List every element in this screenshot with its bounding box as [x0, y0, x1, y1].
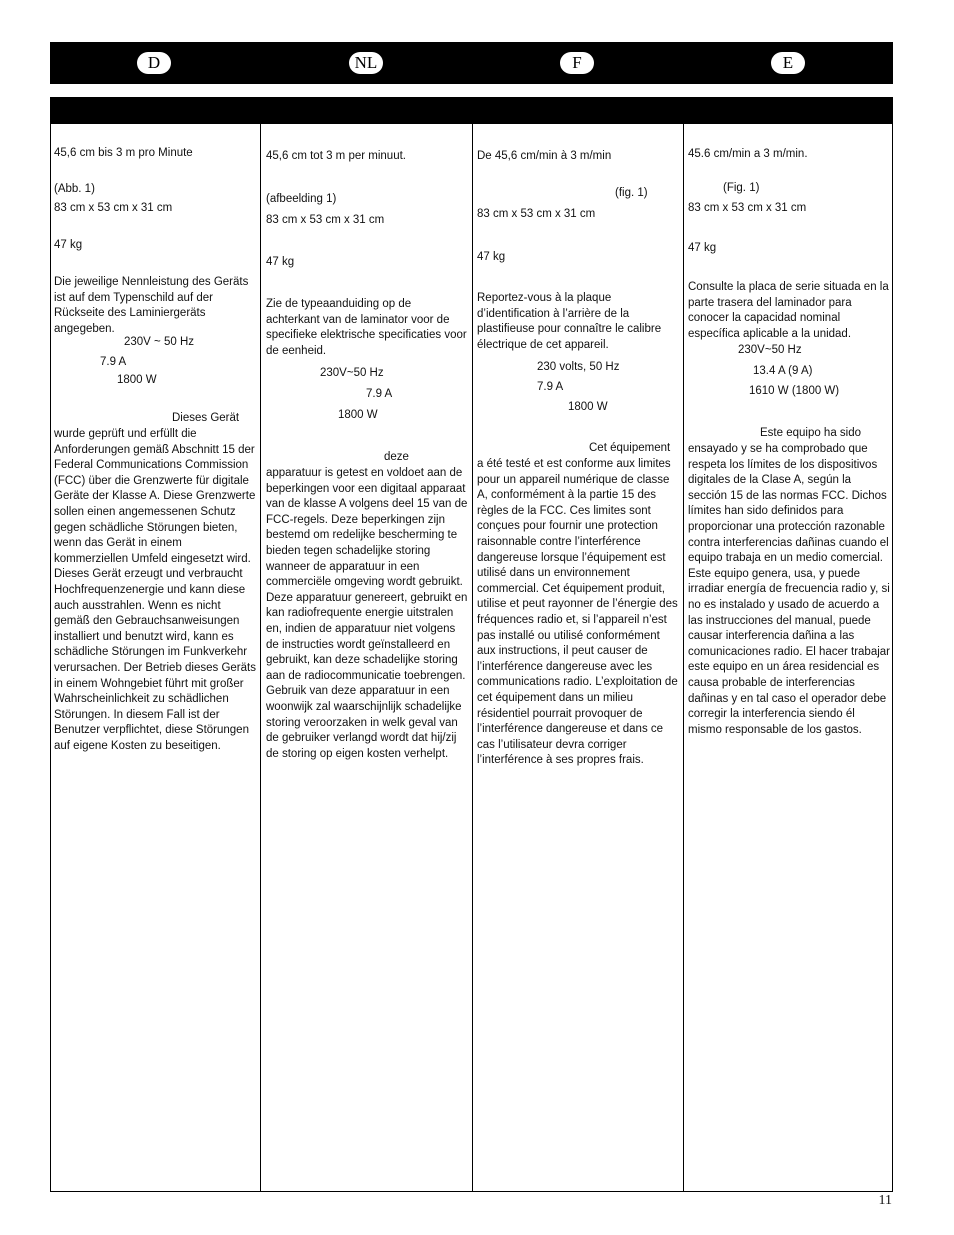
fcc-statement: wurde geprüft und erfüllt die Anforderungen gemäß Abschnitt 15 der Federal Communications Commission (FCC) über die Grenzwerte für digitale Geräte der Klasse A. Diese Grenzwerte sollen einen angemessenen Schutz gegen schädliche Störungen bieten, wenn das Gerät in einem kommerziellen Umfeld eingesetzt wird. Dieses Gerät erzeugt und verbraucht Hochfrequenzenergie und kann diese auch ausstrahlen. Wenn es nicht gemäß den Gebrauchsanweisungen installiert und benutzt wird, kann es schädliche Störungen im Funkverkehr verursachen. Der Betrieb dieses Geräts in einem Wohngebiet führt mit großer Wahrscheinlichkeit zu schädlichen Störungen. In diesem Fall ist der Benutzer verpflichtet, diese Störungen auf eigene Kosten zu beseitigen.	[54, 428, 256, 752]
current-text: 7.9 A	[100, 356, 127, 368]
fcc-lead: deze	[384, 451, 409, 463]
column-german	[51, 124, 260, 1191]
specifications-table	[50, 124, 893, 1192]
current-text: 13.4 A (9 A)	[753, 365, 813, 377]
voltage-text: 230V~50 Hz	[320, 367, 384, 379]
weight-text: 47 kg	[266, 256, 295, 268]
speed-text: 45.6 cm/min a 3 m/min.	[688, 148, 808, 160]
language-badge-d: D	[137, 52, 171, 74]
fcc-lead: Dieses Gerät	[172, 412, 240, 424]
voltage-text: 230 volts, 50 Hz	[537, 361, 620, 373]
figure-ref: (Abb. 1)	[54, 183, 95, 195]
figure-ref: (afbeelding 1)	[266, 193, 337, 205]
rating-note: Zie de typeaanduiding op de achterkant van de laminator voor de specifieke elektrische specificaties voor de eenheid.	[266, 298, 467, 357]
fcc-statement: ensayado y se ha comprobado que respeta los límites de los dispositivos digitales de la Clase A, según la sección 15 de las normas FCC. Dichos límites han sido definidos para proporcionar una protección razonable contra interferencias dañinas cuando el equipo trabaja en un medio comercial. Este equipo genera, usa, y puede irradiar energía de frecuencia radio y, si no es instalado y usado de acuerdo a las instrucciones del manual, puede causar interferencia dañina a las comunicaciones radio. El hacer trabajar este equipo en un área residencial es causa probable de interferencias dañinas y en tal caso el operador debe corregir la interferencia siendo él mismo responsable de los gastos.	[688, 443, 890, 736]
dimensions-text: 83 cm x 53 cm x 31 cm	[266, 214, 385, 226]
language-badge-e: E	[771, 52, 805, 74]
language-tab-bar	[50, 42, 893, 84]
weight-text: 47 kg	[477, 251, 506, 263]
column-french	[472, 124, 683, 1191]
page-number: 11	[878, 1193, 892, 1208]
weight-text: 47 kg	[54, 239, 83, 251]
section-header-band	[50, 97, 893, 124]
speed-text: De 45,6 cm/min à 3 m/min	[477, 150, 612, 162]
dimensions-text: 83 cm x 53 cm x 31 cm	[54, 202, 173, 214]
power-text: 1610 W (1800 W)	[749, 385, 840, 397]
figure-ref: (Fig. 1)	[723, 182, 760, 194]
language-badge-nl: NL	[349, 52, 383, 74]
current-text: 7.9 A	[366, 388, 393, 400]
power-text: 1800 W	[338, 409, 378, 421]
speed-text: 45,6 cm bis 3 m pro Minute	[54, 147, 193, 159]
rating-note: Die jeweilige Nennleistung des Geräts ist auf dem Typenschild auf der Rückseite des Laminiergeräts angegeben.	[54, 276, 249, 335]
rating-note: Reportez-vous à la plaque d’identification à l’arrière de la plastifieuse pour connaître le calibre électrique de cet appareil.	[477, 292, 662, 351]
rating-note: Consulte la placa de serie situada en la parte trasera del laminador para conocer la capacidad nominal específica aplicable a la unidad.	[688, 281, 889, 340]
figure-ref: (fig. 1)	[615, 187, 648, 199]
weight-text: 47 kg	[688, 242, 717, 254]
fcc-lead: Cet équipement	[589, 442, 671, 454]
fcc-statement: a été testé et est conforme aux limites pour un appareil numérique de classe A, conformément à la partie 15 des règles de la FCC. Ces limites sont conçues pour fournir une protection raisonnable contre l’interférence dangereuse lorsque l’équipement est utilisé dans un environnement commercial. Cet équipement produit, utilise et peut rayonner de l’énergie des fréquences radio et, si l’appareil n’est pas installé ou utilisé conformément aux instructions, il peut causer de l’interférence dangereuse avec les communications radio. L’exploitation de cet équipement dans un milieu résidentiel pourrait provoquer de l’interférence dangereuse et dans ce cas l’utilisateur devra corriger l’interférence à ses propres frais.	[477, 458, 678, 767]
language-badge-f: F	[560, 52, 594, 74]
fcc-lead: Este equipo ha sido	[760, 427, 862, 439]
column-spanish	[683, 124, 892, 1191]
dimensions-text: 83 cm x 53 cm x 31 cm	[688, 202, 807, 214]
power-text: 1800 W	[117, 374, 157, 386]
voltage-text: 230V~50 Hz	[738, 344, 802, 356]
voltage-text: 230V ~ 50 Hz	[124, 336, 195, 348]
speed-text: 45,6 cm tot 3 m per minuut.	[266, 150, 406, 162]
current-text: 7.9 A	[537, 381, 564, 393]
dimensions-text: 83 cm x 53 cm x 31 cm	[477, 208, 596, 220]
column-dutch	[260, 124, 472, 1191]
power-text: 1800 W	[568, 401, 608, 413]
fcc-statement: apparatuur is getest en voldoet aan de beperkingen voor een digitaal apparaat van de klasse A volgens deel 15 van de FCC-regels. Deze beperkingen zijn bestemd om redelijke bescherming te bieden tegen schadelijke storing wanneer de apparatuur in een commerciële omgeving wordt gebruikt. Deze apparatuur genereert, gebruikt en kan radiofrequente energie uitstralen en, indien de apparatuur niet volgens de instructies wordt geïnstalleerd en gebruikt, kan deze schadelijke storing aan de radiocommunicatie toebrengen. Gebruik van deze apparatuur in een woonwijk zal waarschijnlijk schadelijke storing veroorzaken in welk geval van de gebruiker verlangd wordt dat hij/zij de storing op eigen kosten verhelpt.	[266, 467, 468, 760]
